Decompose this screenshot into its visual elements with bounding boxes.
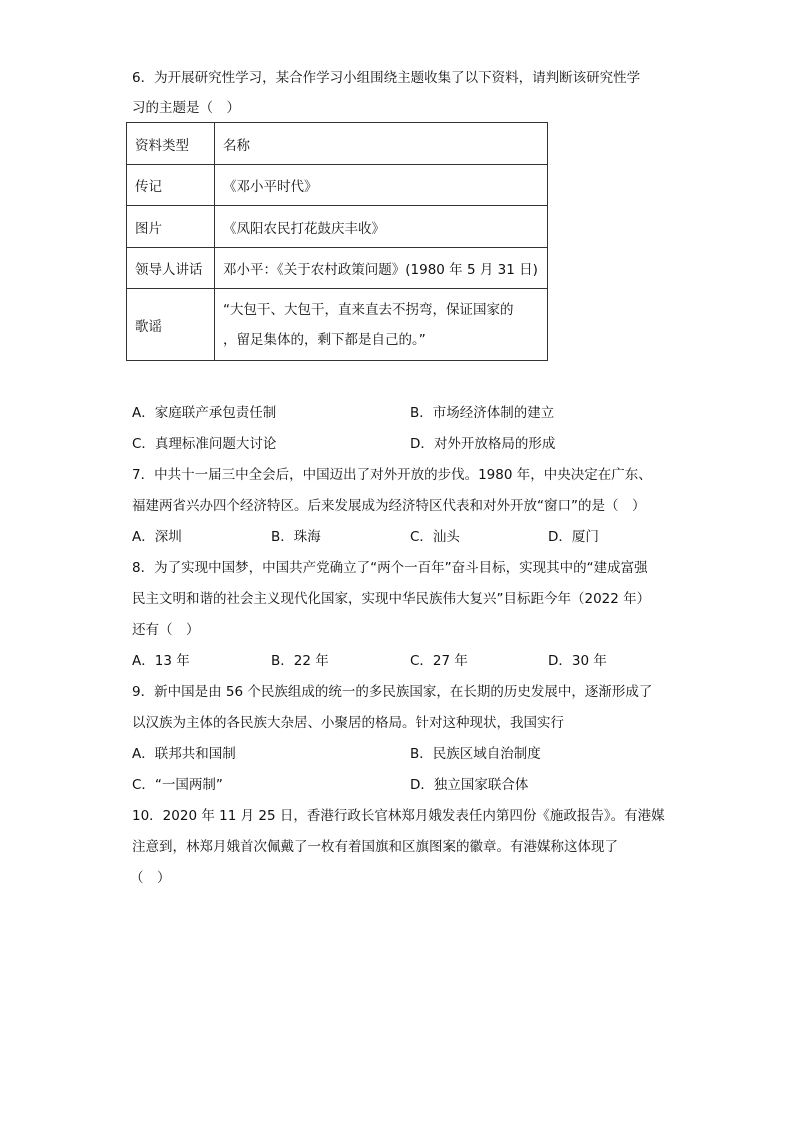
table-cell-type: 歌谣: [127, 289, 215, 361]
song-line1: “大包干、大包干，直来直去不拐弯，保证国家的: [223, 301, 514, 318]
q8-option-c[interactable]: C．27 年: [410, 653, 468, 669]
q9-option-a[interactable]: A．联邦共和国制: [132, 746, 236, 762]
table-row: [127, 248, 548, 289]
table-cell-name: [215, 289, 548, 361]
q6-option-a[interactable]: A．家庭联产承包责任制: [132, 405, 277, 421]
q9-stem-line2: 以汉族为主体的各民族大杂居、小聚居的格局。针对这种现状，我国实行: [132, 715, 564, 731]
table-row: [127, 165, 548, 206]
table-cell-type: 领导人讲话: [127, 248, 215, 289]
q6-stem-line1: 6．为开展研究性学习，某合作学习小组围绕主题收集了以下资料，请判断该研究性学: [132, 70, 641, 86]
q7-option-c[interactable]: C．汕头: [410, 529, 460, 545]
table-header-name: 名称: [215, 123, 548, 165]
q9-stem-line1: 9．新中国是由 56 个民族组成的统一的多民族国家，在长期的历史发展中，逐渐形成了: [132, 684, 653, 700]
q6-option-b[interactable]: B．市场经济体制的建立: [410, 405, 555, 421]
q9-option-b[interactable]: B．民族区域自治制度: [410, 746, 541, 762]
q7-stem-line1: 7．中共十一届三中全会后，中国迈出了对外开放的步伐。1980 年，中央决定在广东、: [132, 467, 652, 483]
song-line2: ，留足集体的，剩下都是自己的。”: [223, 331, 426, 348]
table-cell-type: 图片: [127, 206, 215, 248]
q8-option-b[interactable]: B．22 年: [271, 653, 329, 669]
q8-stem-line2: 民主文明和谐的社会主义现代化国家，实现中华民族伟大复兴”目标距今年（2022 年）: [132, 591, 651, 607]
table-cell-name: 邓小平：《关于农村政策问题》(1980 年 5 月 31 日): [215, 248, 548, 289]
q8-option-d[interactable]: D．30 年: [548, 653, 607, 669]
q10-stem-line3: （ ）: [130, 870, 171, 886]
q9-option-c[interactable]: C．“一国两制”: [132, 777, 223, 793]
q10-stem-line2: 注意到，林郑月娥首次佩戴了一枚有着国旗和区旗图案的徽章。有港媒称这体现了: [132, 839, 618, 855]
table-cell-name: 《凤阳农民打花鼓庆丰收》: [215, 206, 548, 248]
table-cell-name: 《邓小平时代》: [215, 165, 548, 206]
q6-source-table: [126, 122, 548, 361]
q7-option-a[interactable]: A．深圳: [132, 529, 182, 545]
q8-stem-line1: 8．为了实现中国梦，中国共产党确立了“两个一百年”奋斗目标，实现其中的“建成富强: [132, 560, 648, 576]
q6-stem-line2: 习的主题是（ ）: [132, 100, 240, 116]
q10-stem-line1: 10．2020 年 11 月 25 日，香港行政长官林郑月娥发表任内第四份《施政报告》。有港媒: [132, 808, 665, 824]
q8-option-a[interactable]: A．13 年: [132, 653, 190, 669]
q9-option-d[interactable]: D．独立国家联合体: [410, 777, 529, 793]
table-row: [127, 206, 548, 248]
table-cell-type: 传记: [127, 165, 215, 206]
q7-option-d[interactable]: D．厦门: [548, 529, 599, 545]
table-row: [127, 289, 548, 361]
q8-stem-line3: 还有（ ）: [132, 622, 200, 638]
table-row: [127, 123, 548, 165]
q7-stem-line2: 福建两省兴办四个经济特区。后来发展成为经济特区代表和对外开放“窗口”的是（ ）: [132, 498, 646, 514]
q7-option-b[interactable]: B．珠海: [271, 529, 321, 545]
q6-option-c[interactable]: C．真理标准问题大讨论: [132, 436, 277, 452]
q6-option-d[interactable]: D．对外开放格局的形成: [410, 436, 556, 452]
table-header-type: 资料类型: [127, 123, 215, 165]
